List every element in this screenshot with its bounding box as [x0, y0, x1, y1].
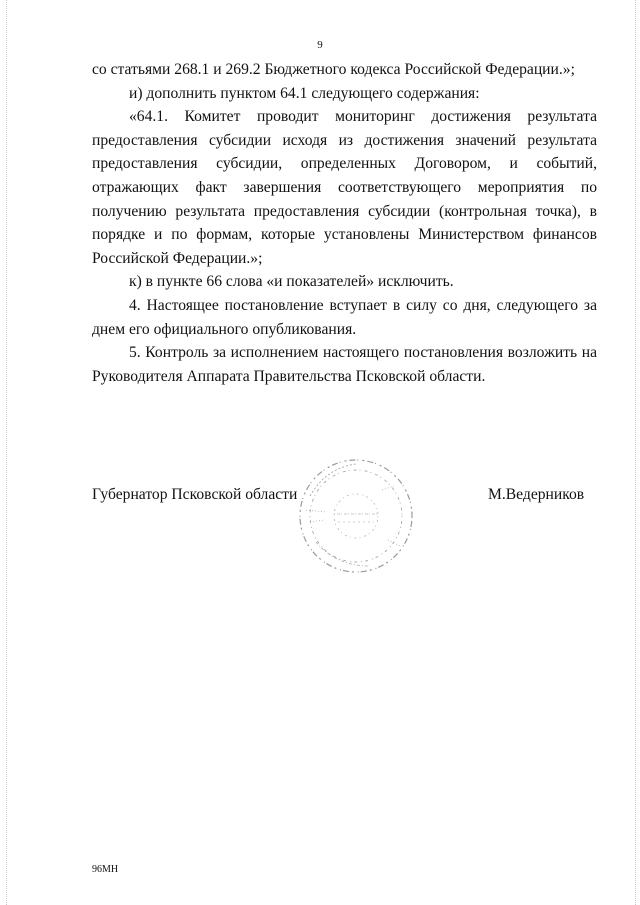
paragraph-1: со статьями 268.1 и 269.2 Бюджетного кодекса Российской Федерации.»;: [92, 61, 575, 78]
scan-edge-right: [635, 0, 636, 905]
paragraph-5: 4. Настоящее постановление вступает в силу со дня, следующего за днем его официального опубликования.: [92, 296, 597, 338]
document-body: [92, 58, 597, 388]
paragraph-3: «64.1. Комитет проводит мониторинг достижения результата предоставления субсидии исходя из достижения значений результата предоставления субсидии, определенных Договором, и событий, отражающих факт завершения соответствующего мероприятия по получению результата предоставления субсидии (контрольная точка), в порядке и по формам, которые установлены Министерством финансов Российской Федерации.»;: [92, 108, 597, 267]
official-seal-stamp: [296, 456, 416, 576]
signatory-position: Губернатор Псковской области: [92, 486, 298, 503]
page-number: 9: [317, 39, 323, 51]
paragraph-4: к) в пункте 66 слова «и показателей» исключить.: [129, 273, 454, 291]
footer-code: 96МН: [92, 864, 119, 875]
paragraph-2: и) дополнить пунктом 64.1 следующего содержания:: [129, 84, 480, 102]
scan-edge-left: [6, 0, 7, 905]
signatory-name: М.Ведерников: [488, 486, 585, 503]
paragraph-6: 5. Контроль за исполнением настоящего постановления возложить на Руководителя Аппарата Правительства Псковской области.: [92, 344, 597, 385]
